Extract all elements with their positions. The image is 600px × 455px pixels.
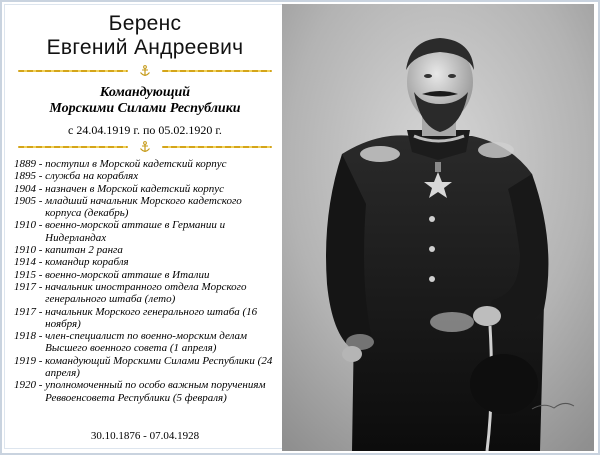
timeline-year: 1910 (14, 244, 36, 257)
info-panel (10, 6, 280, 446)
portrait-figure (282, 4, 594, 451)
timeline-entry: 1905 - младший начальник Морского кадетского корпуса (декабрь) (14, 195, 280, 220)
timeline-event: член-специалист по военно-морским делам Высшего военного совета (1 апреля) (45, 330, 248, 355)
person-given-names: Евгений Андреевич (46, 36, 244, 59)
timeline-event: служба на кораблях (45, 170, 139, 183)
anchor-icon (139, 141, 151, 153)
timeline-entry: 1910 - военно-морской атташе в Германии и Нидерландах (14, 219, 280, 244)
timeline-year: 1895 (14, 170, 36, 183)
timeline-event: военно-морской атташе в Германии и Нидерландах (45, 219, 226, 244)
timeline-entry: 1919 - командующий Морскими Силами Республики (24 апреля) (14, 355, 280, 380)
timeline-entry: 1920 - уполномоченный по особо важным поручениям Реввоенсовета Республики (5 февраля) (14, 379, 280, 404)
timeline-event: уполномоченный по особо важным поручениям Реввоенсовета Республики (5 февраля) (45, 379, 266, 404)
timeline-year: 1919 (14, 354, 36, 367)
timeline-year: 1915 (14, 268, 36, 281)
timeline-event: младший начальник Морского кадетского корпуса (декабрь) (45, 194, 242, 220)
life-dates: 30.10.1876 - 07.04.1928 (90, 430, 200, 442)
timeline-event: начальник иностранного отдела Морского генерального штаба (лето) (45, 280, 247, 306)
timeline-entry: 1910 - капитан 2 ранга (14, 244, 280, 256)
timeline-year: 1918 (14, 330, 36, 343)
timeline-year: 1910 (14, 219, 36, 232)
timeline-year: 1920 (14, 379, 36, 392)
portrait-photo (282, 4, 594, 451)
timeline-event: назначен в Морской кадетский корпус (45, 182, 224, 195)
gold-divider-middle (18, 142, 272, 152)
timeline-entry: 1889 - поступил в Морской кадетский корпус (14, 158, 280, 170)
timeline-event: командир корабля (45, 256, 129, 269)
timeline-event: капитан 2 ранга (45, 244, 123, 257)
career-timeline (14, 158, 280, 404)
timeline-entry: 1915 - военно-морской атташе в Италии (14, 269, 280, 281)
timeline-year: 1917 (14, 280, 36, 293)
position-title-line1: Командующий (99, 85, 191, 100)
timeline-year: 1914 (14, 256, 36, 269)
timeline-year: 1917 (14, 305, 36, 318)
timeline-event: командующий Морскими Силами Республики (24 апреля) (45, 354, 273, 380)
timeline-year: 1889 (14, 158, 36, 170)
tenure-period: с 24.04.1919 г. по 05.02.1920 г. (68, 123, 222, 137)
timeline-event: военно-морской атташе в Италии (45, 268, 210, 281)
timeline-entry: 1918 - член-специалист по военно-морским делам Высшего военного совета (1 апреля) (14, 330, 280, 355)
anchor-icon (139, 65, 151, 77)
person-surname: Беренс (108, 12, 182, 35)
timeline-year: 1905 (14, 194, 36, 207)
timeline-entry: 1904 - назначен в Морской кадетский корпус (14, 183, 280, 195)
timeline-event: поступил в Морской кадетский корпус (45, 158, 227, 170)
timeline-event: начальник Морского генерального штаба (16 ноября) (45, 305, 258, 330)
timeline-entry: 1917 - начальник Морского генерального штаба (16 ноября) (14, 306, 280, 331)
timeline-entry: 1895 - служба на кораблях (14, 170, 280, 182)
timeline-entry: 1917 - начальник иностранного отдела Морского генерального штаба (лето) (14, 281, 280, 306)
position-title-line2: Морскими Силами Республики (49, 101, 241, 116)
timeline-entry: 1914 - командир корабля (14, 256, 280, 268)
timeline-year: 1904 (14, 182, 36, 195)
gold-divider-top (18, 66, 272, 76)
